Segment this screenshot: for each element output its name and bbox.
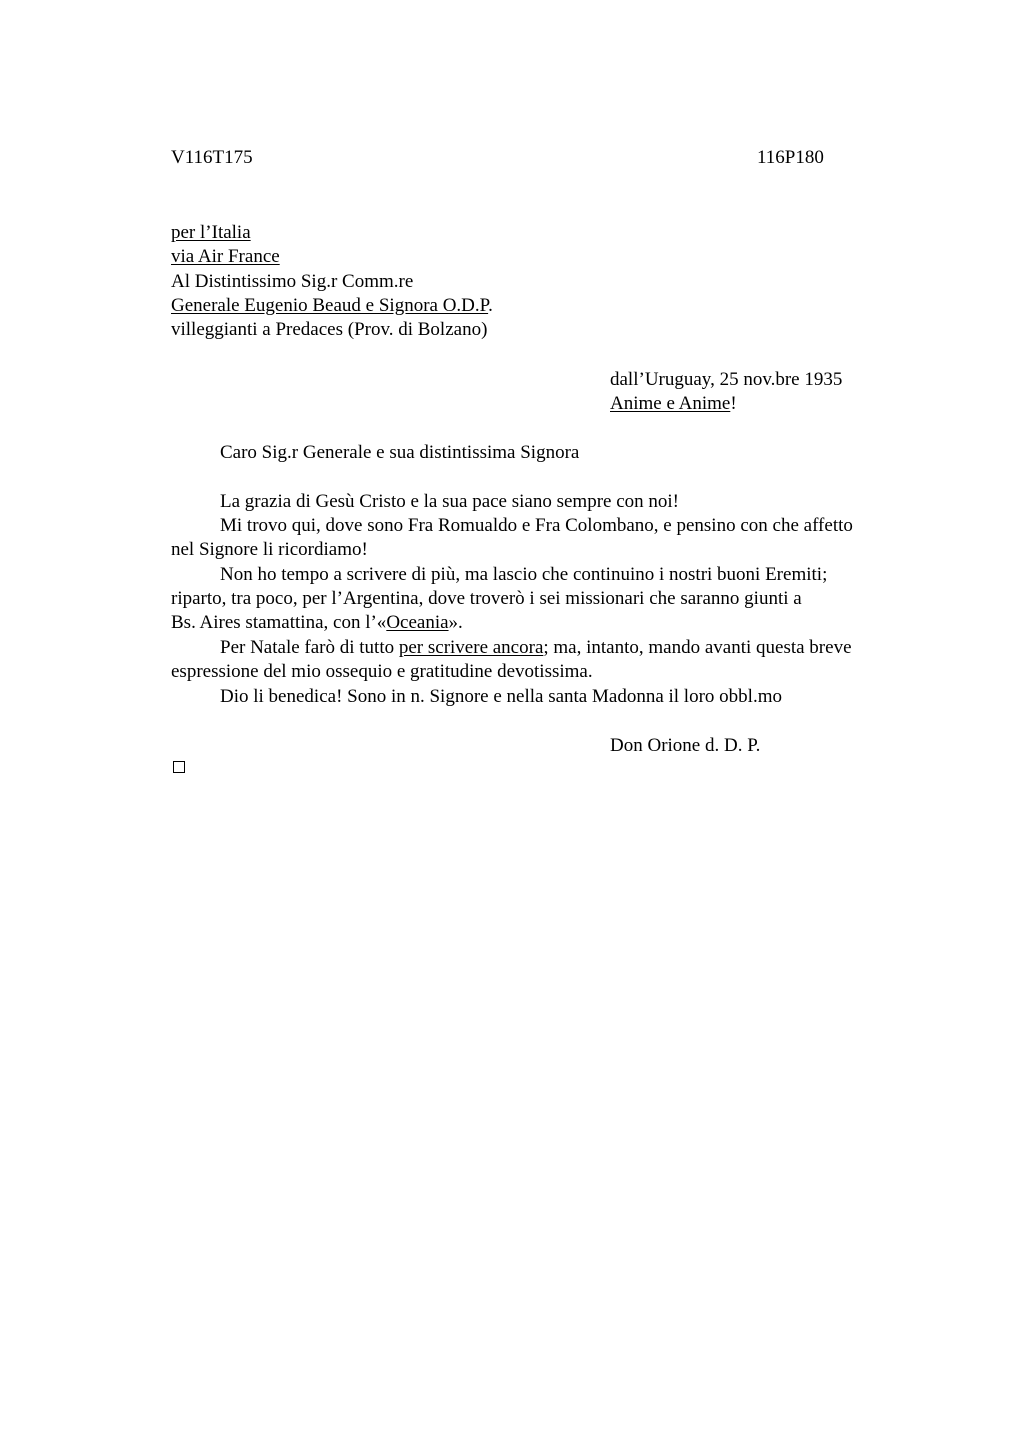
address-line-4 <box>171 294 493 318</box>
motto <box>610 392 737 416</box>
recipient-name-tail: . <box>488 295 493 316</box>
paragraph-5: Dio li benedica! Sono in n. Signore e nella santa Madonna il loro obbl.mo <box>220 686 782 707</box>
paragraph-1: La grazia di Gesù Cristo e la sua pace siano sempre con noi! <box>220 491 680 512</box>
salutation: Caro Sig.r Generale e sua distintissima Signora <box>220 442 580 463</box>
address-line-3: Al Distintissimo Sig.r Comm.re <box>171 271 414 292</box>
place-date: dall’Uruguay, 25 nov.bre 1935 <box>610 369 843 390</box>
p4-text-after: ; ma, intanto, mando avanti questa breve <box>543 637 852 658</box>
document-code-left: V116T175 <box>171 147 253 168</box>
document-code-right: 116P180 <box>757 147 824 168</box>
p3-text-before: Bs. Aires stamattina, con l’« <box>171 612 387 633</box>
p4-text-before: Per Natale farò di tutto <box>220 637 399 658</box>
ship-name: Oceania <box>386 612 449 633</box>
recipient-name: Generale Eugenio Beaud e Signora O.D.P <box>171 295 489 316</box>
paragraph-2-line-2: nel Signore li ricordiamo! <box>171 539 368 560</box>
p3-text-after: ». <box>448 612 463 633</box>
paragraph-3-line-1: Non ho tempo a scrivere di più, ma lascio che continuino i nostri buoni Eremiti; <box>220 564 828 585</box>
paragraph-3-line-2: riparto, tra poco, per l’Argentina, dove troverò i sei missionari che saranno giunti a <box>171 588 802 609</box>
paragraph-4-line-1 <box>220 636 852 660</box>
paragraph-4-line-2: espressione del mio ossequio e gratitudine devotissima. <box>171 661 593 682</box>
address-line-1: per l’Italia <box>171 222 251 243</box>
motto-tail: ! <box>730 393 737 414</box>
paragraph-3-line-3 <box>171 611 463 635</box>
address-line-5: villeggianti a Predaces (Prov. di Bolzano) <box>171 319 488 340</box>
signature: Don Orione d. D. P. <box>610 735 761 756</box>
address-line-2: via Air France <box>171 246 280 267</box>
square-icon <box>173 761 185 773</box>
motto-text: Anime e Anime <box>610 393 731 414</box>
paragraph-2-line-1: Mi trovo qui, dove sono Fra Romualdo e Fra Colombano, e pensino con che affetto <box>220 515 853 536</box>
p4-underlined-phrase: per scrivere ancora <box>398 637 544 658</box>
